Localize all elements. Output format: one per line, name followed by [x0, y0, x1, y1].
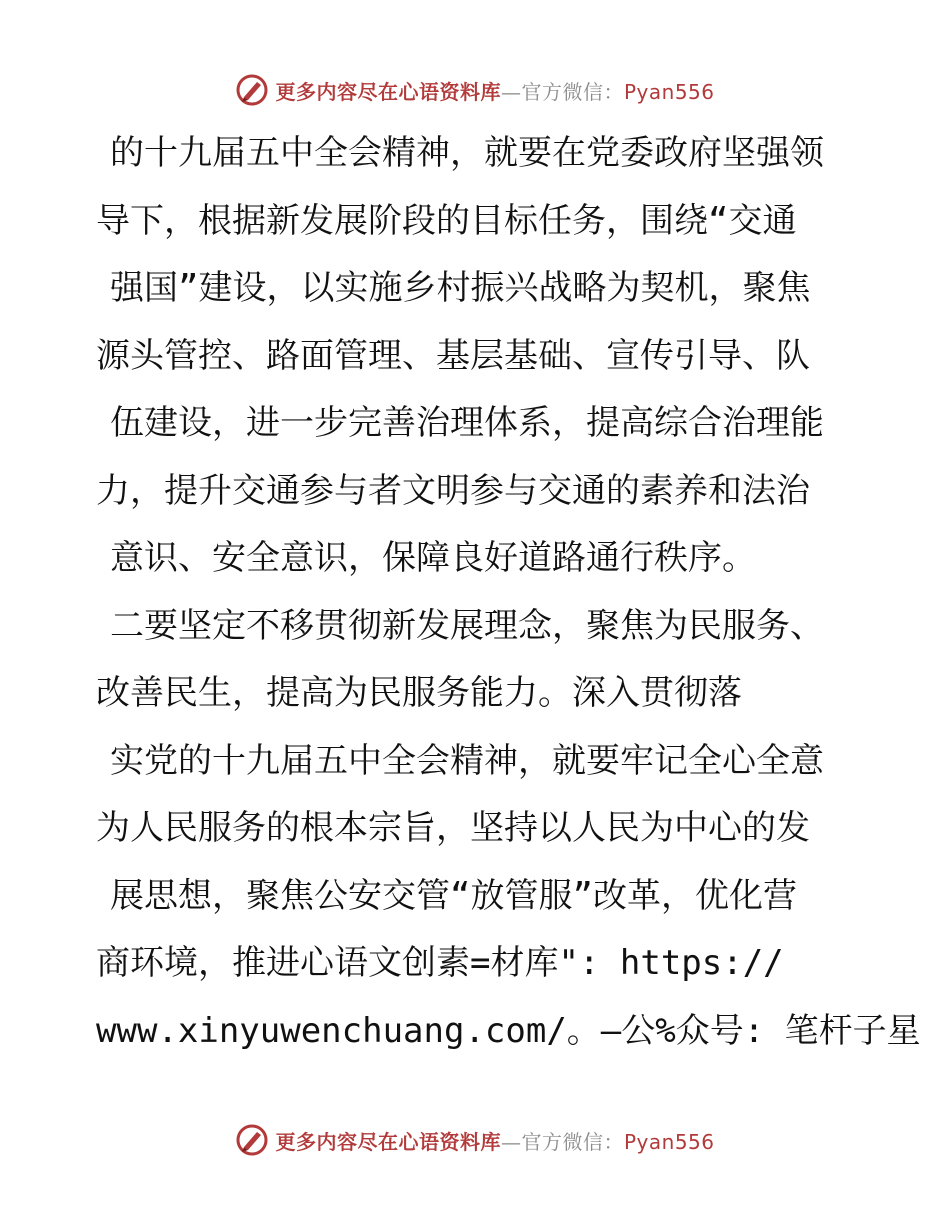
text-line: 力，提升交通参与者文明参与交通的素养和法治	[96, 470, 810, 511]
text-line: www.xinyuwenchuang.com/。—公%众号: 笔杆子星	[96, 1010, 921, 1051]
text-line: 的十九届五中全会精神，就要在党委政府坚强领	[110, 133, 824, 173]
text-line: 源头管控、路面管理、基层基础、宣传引导、队	[96, 335, 810, 376]
banner-text	[275, 76, 714, 105]
document-body	[96, 120, 921, 1065]
text-line: 导下，根据新发展阶段的目标任务，围绕“交通	[96, 200, 797, 241]
text-line: 二要坚定不移贯彻新发展理念，聚焦为民服务、	[110, 605, 824, 646]
banner-wechat-id: Pyan556	[623, 1129, 715, 1154]
text-line: 改善民生，提高为民服务能力。深入贯彻落	[96, 673, 742, 713]
banner-wechat-label: 官方微信：	[521, 1129, 624, 1154]
pen-logo-icon	[235, 73, 269, 107]
footer-banner	[0, 1120, 950, 1160]
banner-site-name: 更多内容尽在心语资料库	[275, 79, 501, 104]
text-line: 展思想，聚焦公安交管“放管服”改革，优化营	[110, 875, 797, 916]
text-line: 伍建设，进一步完善治理体系，提高综合治理能	[110, 403, 824, 443]
banner-dash: —	[500, 79, 522, 104]
banner-dash: —	[500, 1129, 522, 1154]
text-line: 实党的十九届五中全会精神，就要牢记全心全意	[110, 740, 824, 781]
text-line: 强国”建设，以实施乡村振兴战略为契机，聚焦	[110, 268, 811, 308]
text-line: 商环境，推进心语文创素=材库": https://	[96, 943, 784, 983]
header-banner	[0, 70, 950, 110]
banner-wechat-label: 官方微信：	[521, 79, 624, 104]
banner-text	[275, 1126, 714, 1155]
text-line: 为人民服务的根本宗旨，坚持以人民为中心的发	[96, 808, 810, 848]
text-line: 意识、安全意识，保障良好道路通行秩序。	[110, 538, 756, 578]
banner-wechat-id: Pyan556	[623, 79, 715, 104]
banner-site-name: 更多内容尽在心语资料库	[275, 1129, 501, 1154]
pen-logo-icon	[235, 1123, 269, 1157]
